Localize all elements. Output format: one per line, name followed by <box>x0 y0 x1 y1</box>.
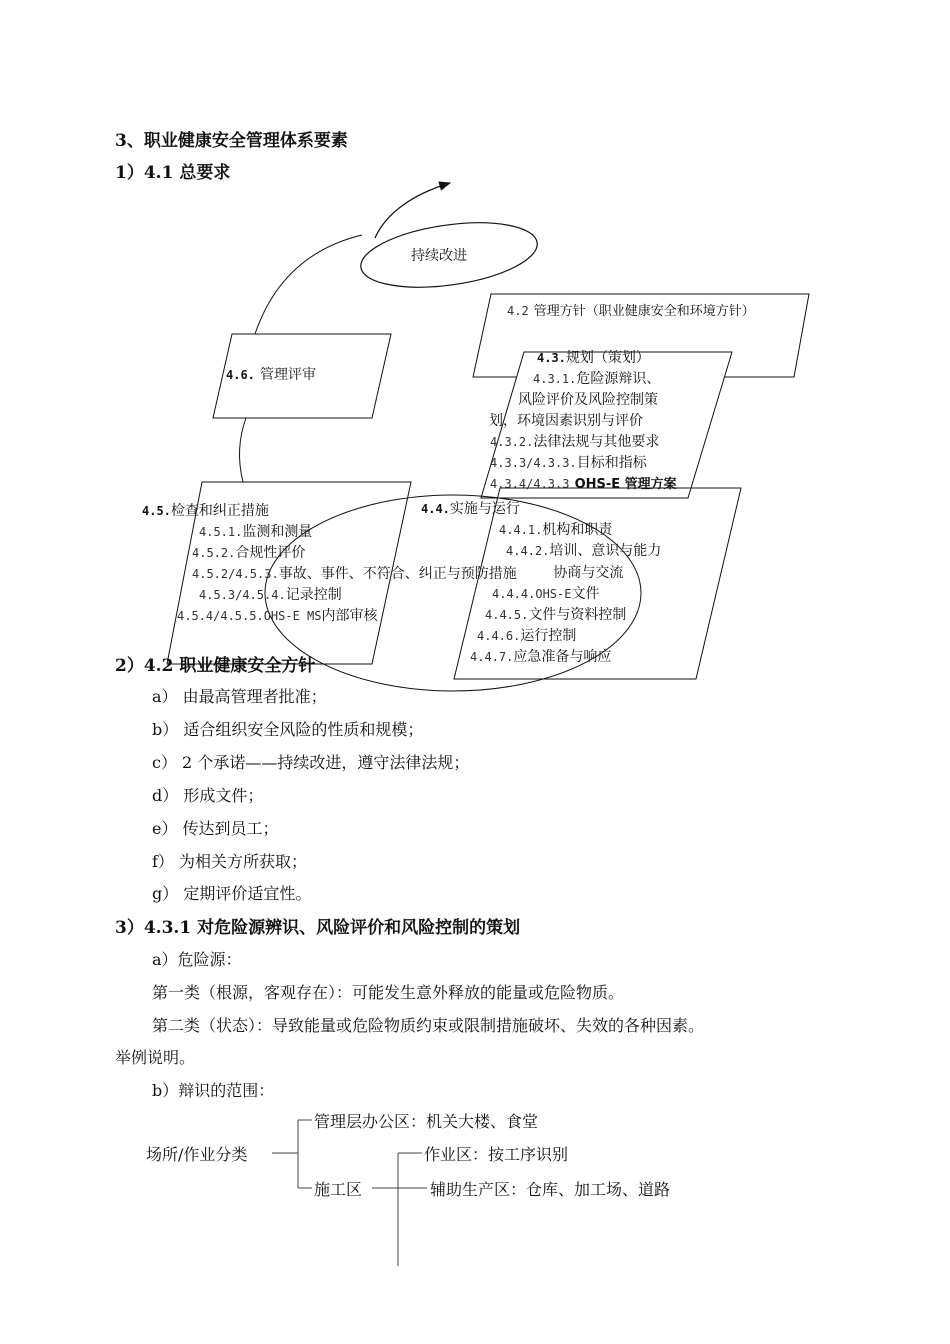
policy-item: g） 定期评价适宜性。 <box>152 884 312 903</box>
planning-item: 风险评价及风险控制策 <box>518 392 658 408</box>
tree-work: 作业区：按工序识别 <box>424 1145 569 1164</box>
hazard-type-1: 第一类（根源，客观存在）：可能发生意外释放的能量或危险物质。 <box>152 983 625 1002</box>
policy-item: c） 2 个承诺——持续改进，遵守法律法规； <box>152 753 470 772</box>
example-note: 举例说明。 <box>115 1048 196 1067</box>
policy-item: f） 为相关方所获取； <box>152 852 308 871</box>
implement-item: 4.4.7.应急准备与响应 <box>470 649 612 665</box>
implement-title: 4.4.实施与运行 <box>421 501 520 517</box>
policy-label: 管理方针（职业健康安全和环境方针） <box>533 304 755 319</box>
sub-3-title: 3）4.3.1 对危险源辨识、风险评价和风险控制的策划 <box>115 918 521 938</box>
check-item: 4.5.2.合规性评价 <box>192 545 306 561</box>
check-item: 4.5.4/4.5.5.OHS-E MS内部审核 <box>177 608 378 624</box>
review-text: 4.6. 管理评审 <box>226 367 316 383</box>
tree-root: 场所/作业分类 <box>146 1145 248 1164</box>
policy-item: d） 形成文件； <box>152 786 264 805</box>
tree-aux: 辅助生产区：仓库、加工场、道路 <box>430 1180 671 1199</box>
implement-item: 4.4.4.OHS-E文件 <box>492 586 600 602</box>
tree-mgmt: 管理层办公区：机关大楼、食堂 <box>314 1112 539 1131</box>
planning-item: 4.3.3/4.3.3.目标和指标 <box>490 455 647 471</box>
check-title: 4.5.检查和纠正措施 <box>142 503 269 519</box>
tree-site: 施工区 <box>314 1180 363 1199</box>
check-item: 4.5.2/4.5.3.事故、事件、不符合、纠正与预防措施 <box>192 566 517 582</box>
planning-item: 划，环境因素识别与评价 <box>489 413 643 429</box>
review-link-curve <box>255 235 362 334</box>
section-3-title: 3、职业健康安全管理体系要素 <box>115 131 348 151</box>
implement-item: 4.4.6.运行控制 <box>477 628 577 644</box>
sub-1-title: 1）4.1 总要求 <box>115 163 231 183</box>
implement-item: 4.4.5.文件与资料控制 <box>485 607 627 623</box>
scope-label: b）辩识的范围： <box>152 1081 275 1100</box>
planning-item: 4.3.1.危险源辩识、 <box>533 371 661 387</box>
hazard-type-2: 第二类（状态）：导致能量或危险物质约束或限制措施破坏、失效的各种因素。 <box>152 1016 705 1035</box>
implement-item: 4.4.1.机构和职责 <box>499 522 613 538</box>
policy-item: a） 由最高管理者批准； <box>152 687 327 706</box>
planning-title: 4.3.规划（策划） <box>537 350 650 366</box>
policy-item: e） 传达到员工； <box>152 819 279 838</box>
planning-item: 4.3.2.法律法规与其他要求 <box>490 434 660 450</box>
planning-item: 4.3.4/4.3.3 OHS-E 管理方案 <box>490 477 677 492</box>
continuous-label: 持续改进 <box>411 248 467 264</box>
continuous-arrow <box>375 183 450 238</box>
hazard-label: a）危险源： <box>152 950 242 969</box>
implement-item: 4.4.2.培训、意识与能力 <box>506 543 662 559</box>
policy-num: 4.2 <box>507 304 529 318</box>
implement-item: 协商与交流 <box>553 565 624 581</box>
policy-item: b） 适合组织安全风险的性质和规模； <box>152 720 424 739</box>
policy-text <box>507 300 755 319</box>
check-item: 4.5.1.监测和测量 <box>199 524 313 540</box>
check-item: 4.5.3/4.5.4.记录控制 <box>199 587 342 603</box>
sub-2-title: 2）4.2 职业健康安全方针 <box>115 656 316 676</box>
review-check-line <box>240 418 246 482</box>
